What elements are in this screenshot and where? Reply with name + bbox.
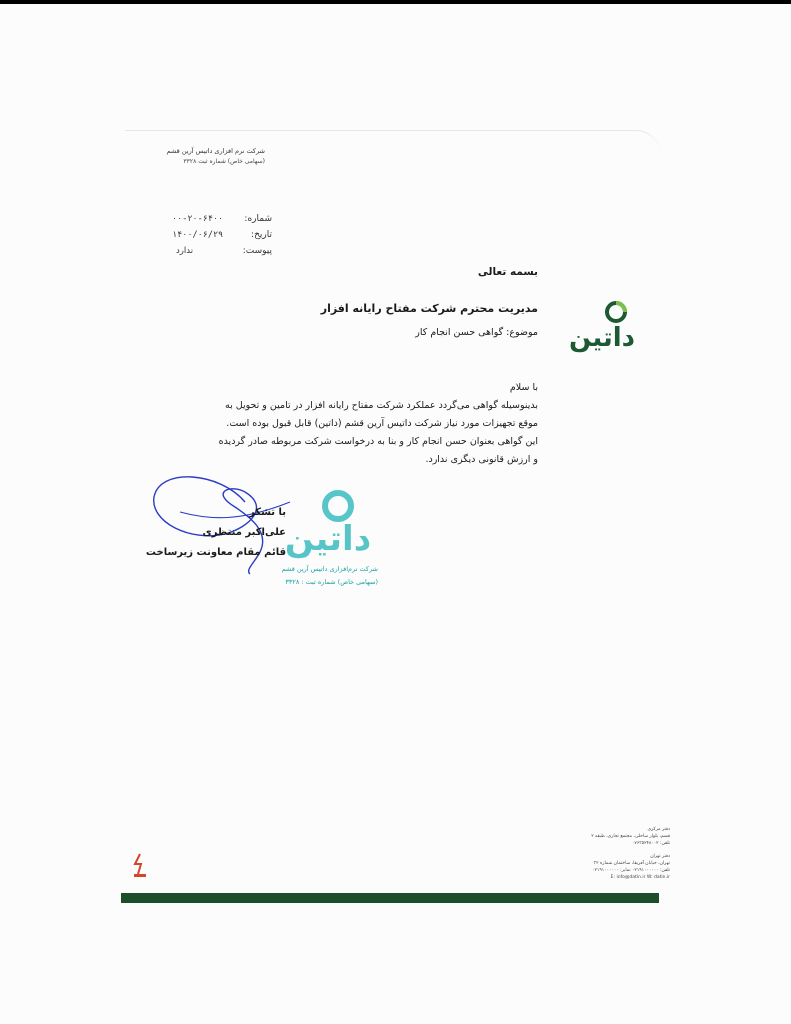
date-value: ۱۴۰۰/۰۶/۲۹	[172, 230, 224, 240]
number-value: ۰۰-۲۰-۶۴۰۰	[172, 214, 224, 224]
signature-block	[86, 503, 286, 563]
meta-number	[172, 214, 272, 228]
body-line-4: و ارزش قانونی دیگری ندارد.	[425, 454, 538, 465]
body-line-3: این گواهی بعنوان حسن انجام کار و بنا به درخواست شرکت مربوطه صادر گردیده	[218, 436, 538, 447]
office1-line1: قشم، بلوار ساحلی، مجتمع تجاری، طبقه ۲	[591, 834, 670, 839]
office1-line2: تلفن: ۰۷۶۳۵۲۴۸۰۰۲	[632, 841, 670, 846]
subject-line: موضوع: گواهی حسن انجام کار	[415, 327, 538, 338]
closing: با تشکر	[249, 507, 286, 518]
scan-border	[0, 0, 791, 4]
footer-office-tehran	[540, 853, 670, 881]
office2-line1: تهران، خیابان آفریقا، ساختمان شماره ۳۲	[593, 861, 670, 866]
logo-wordmark: داتین	[568, 323, 636, 353]
date-label: تاریخ:	[251, 230, 272, 240]
letterhead-company-reg: (سهامی خاص) شماره ثبت ۳۳۲۸	[183, 158, 265, 165]
stamp-caption-reg: (سهامی خاص) شماره ثبت : ۳۳۲۸	[285, 578, 378, 586]
body-line-1: بدینوسیله گواهی می‌گردد عملکرد شرکت مفتاح رایانه افزار در تامین و تحویل به	[225, 400, 538, 411]
meta-date	[172, 230, 272, 244]
office2-line2: تلفن: ۰۲۱۹۱۰۰۰۰۰۰ نمابر: ۰۲۱۹۱۰۰۰۰۰۰	[592, 868, 670, 873]
recipient: مدیریت محترم شرکت مفتاح رایانه افزار	[320, 302, 538, 315]
stamp-wordmark: داتین	[284, 519, 372, 559]
attachment-label: پیوست:	[242, 246, 272, 256]
salutation: بسمه تعالی	[477, 266, 538, 278]
attachment-value: ندارد	[176, 246, 194, 256]
office2-line3: E: info@datin.ir W: datin.ir	[610, 875, 670, 880]
signatory-name: علی‌اکبر منتظری	[202, 527, 286, 538]
greeting: با سلام	[509, 382, 538, 393]
number-label: شماره:	[244, 214, 272, 224]
letter-body	[138, 379, 538, 469]
meta-attachment	[172, 246, 272, 260]
office2-title: دفتر تهران	[650, 854, 670, 859]
stamp-caption-company: شرکت نرم‌افزاری داتیس آرین قشم	[281, 565, 378, 573]
signatory-title: قائم مقام معاونت زیرساخت	[145, 547, 286, 558]
body-line-2: موقع تجهیزات مورد نیاز شرکت داتیس آرین قشم (داتین) قابل قبول بوده است.	[226, 418, 538, 429]
footer-color-bar	[121, 893, 659, 903]
office1-title: دفتر مرکزی	[647, 827, 670, 832]
datin-logo	[566, 298, 638, 358]
letterhead-company-name: شرکت نرم افزاری داتیس آرین قشم	[166, 147, 265, 155]
footer-logo-mark	[132, 852, 148, 882]
footer-office-central	[540, 826, 670, 847]
